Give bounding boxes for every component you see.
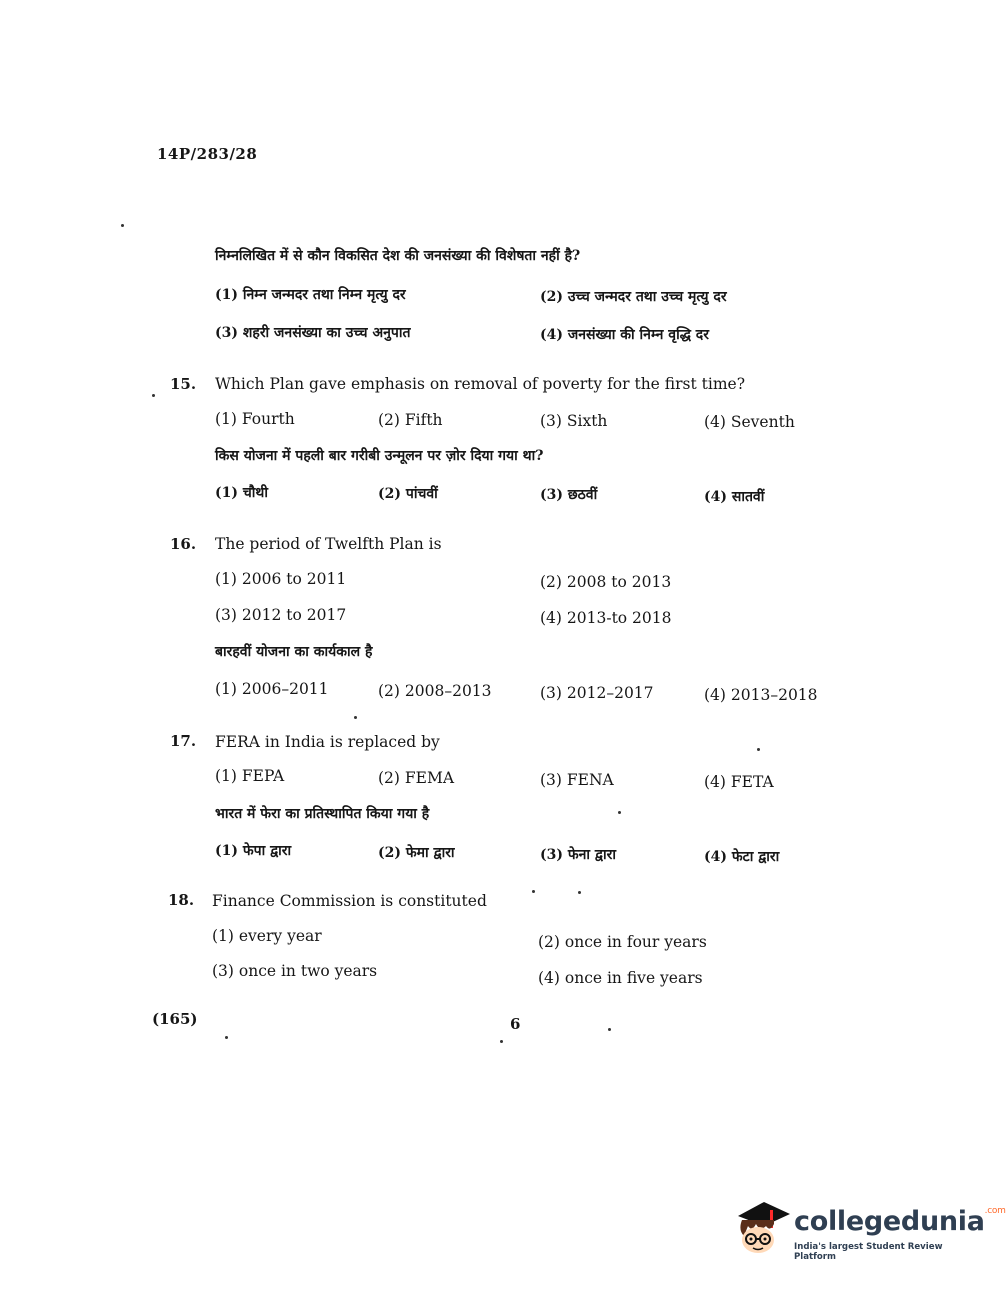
q14-hindi-option-3: (3) शहरी जनसंख्या का उच्च अनुपात	[215, 325, 411, 341]
q15-hindi-text: किस योजना में पहली बार गरीबी उन्मूलन पर ज़ोर दिया गया था?	[215, 448, 544, 464]
scan-speck	[152, 394, 155, 397]
q16-hindi-option-4: (4) 2013–2018	[704, 686, 818, 704]
q15-hindi-option-1: (1) चौथी	[215, 485, 268, 501]
mascot-icon	[734, 1196, 792, 1256]
logo-tagline: India's largest Student Review Platform	[794, 1242, 943, 1262]
q15-option-1: (1) Fourth	[215, 410, 295, 428]
paper-code: 14P/283/28	[157, 145, 258, 163]
q16-hindi-option-3: (3) 2012–2017	[540, 684, 654, 702]
booklet-code: (165)	[152, 1010, 198, 1028]
q15-option-3: (3) Sixth	[540, 412, 608, 430]
q17-option-4: (4) FETA	[704, 773, 774, 791]
q17-hindi-option-2: (2) फेमा द्वारा	[378, 845, 455, 861]
q17-hindi-text: भारत में फेरा का प्रतिस्थापित किया गया है	[215, 806, 430, 822]
q15-text: Which Plan gave emphasis on removal of poverty for the first time?	[215, 375, 746, 393]
q18-option-3: (3) once in two years	[212, 962, 378, 980]
collegedunia-logo	[734, 1196, 1006, 1262]
q16-option-3: (3) 2012 to 2017	[215, 606, 347, 624]
logo-wordmark	[794, 1206, 1006, 1237]
scan-speck	[608, 1028, 611, 1031]
q17-option-3: (3) FENA	[540, 771, 614, 789]
q17-option-1: (1) FEPA	[215, 767, 285, 785]
scan-speck	[532, 890, 535, 893]
q17-number: 17.	[170, 732, 197, 750]
q17-hindi-option-3: (3) फेना द्वारा	[540, 847, 616, 863]
q16-option-2: (2) 2008 to 2013	[540, 573, 672, 591]
q16-hindi-option-2: (2) 2008–2013	[378, 682, 492, 700]
q14-hindi-option-2: (2) उच्च जन्मदर तथा उच्च मृत्यु दर	[540, 289, 727, 305]
q18-text: Finance Commission is constituted	[212, 892, 487, 910]
scan-speck	[225, 1036, 228, 1039]
q16-text: The period of Twelfth Plan is	[215, 535, 442, 553]
q14-hindi-option-1: (1) निम्न जन्मदर तथा निम्न मृत्यु दर	[215, 287, 406, 303]
q15-option-2: (2) Fifth	[378, 411, 443, 429]
scan-speck	[500, 1040, 503, 1043]
q15-number: 15.	[170, 375, 197, 393]
q17-hindi-option-1: (1) फेपा द्वारा	[215, 843, 292, 859]
logo-name: collegedunia	[794, 1206, 985, 1237]
q17-text: FERA in India is replaced by	[215, 733, 440, 751]
q14-hindi-text: निम्नलिखित में से कौन विकसित देश की जनसंख्या की विशेषता नहीं है?	[215, 248, 581, 264]
q16-option-1: (1) 2006 to 2011	[215, 570, 347, 588]
q14-hindi-option-4: (4) जनसंख्या की निम्न वृद्धि दर	[540, 327, 709, 343]
q17-option-2: (2) FEMA	[378, 769, 455, 787]
scan-speck	[757, 748, 760, 751]
q15-hindi-option-2: (2) पांचवीं	[378, 486, 438, 502]
scan-speck	[354, 716, 357, 719]
q16-hindi-text: बारहवीं योजना का कार्यकाल है	[215, 644, 373, 660]
q15-hindi-option-4: (4) सातवीं	[704, 489, 765, 505]
q18-number: 18.	[168, 891, 195, 909]
q17-hindi-option-4: (4) फेटा द्वारा	[704, 849, 780, 865]
q16-hindi-option-1: (1) 2006–2011	[215, 680, 329, 698]
q16-number: 16.	[170, 535, 197, 553]
scan-speck	[618, 811, 621, 814]
q15-option-4: (4) Seventh	[704, 413, 795, 431]
page-number: 6	[510, 1015, 521, 1033]
q18-option-1: (1) every year	[212, 927, 322, 945]
q18-option-2: (2) once in four years	[538, 933, 707, 951]
logo-suffix: .com	[984, 1206, 1006, 1216]
scan-speck	[121, 224, 124, 227]
q15-hindi-option-3: (3) छठवीं	[540, 487, 598, 503]
scan-speck	[578, 891, 581, 894]
q16-option-4: (4) 2013-to 2018	[540, 609, 672, 627]
q18-option-4: (4) once in five years	[538, 969, 703, 987]
